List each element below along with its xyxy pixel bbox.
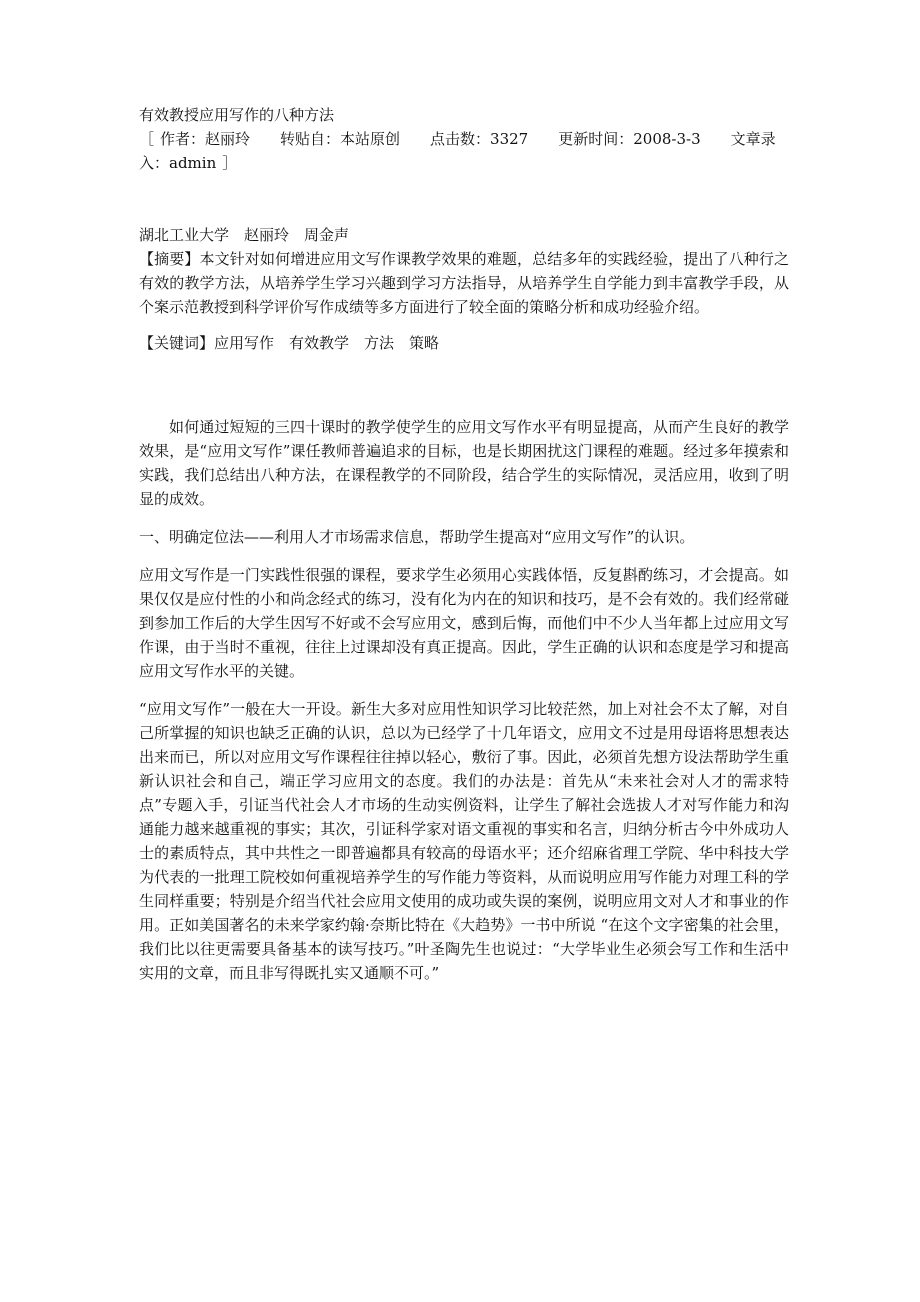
meta-author: 作者：赵丽玲: [160, 130, 251, 148]
meta-source: 转贴自：本站原创: [280, 130, 401, 148]
keywords: 【关键词】应用写作 有效教学 方法 策略: [139, 334, 440, 352]
document-page: [139, 103, 789, 985]
meta-entry: 文章录入：admin: [139, 130, 776, 172]
article-title: 有效教授应用写作的八种方法: [139, 106, 335, 124]
body-paragraph-1: 应用文写作是一门实践性很强的课程，要求学生必须用心实践体悟，反复斟酌练习，才会提高。如果仅仅是应付性的小和尚念经式的练习，没有化为内在的知识和技巧，是不会有效的。我们经常碰到参加工作后的大学生因写不好或不会写应用文，感到后悔，而他们中不少人当年都上过应用文写作课，由于当时不重视，往往上过课却没有真正提高。因此，学生正确的认识和态度是学习和提高应用文写作水平的关键。: [139, 566, 789, 680]
meta-close-bracket: ］: [222, 154, 238, 172]
section-1-heading: 一、明确定位法——利用人才市场需求信息，帮助学生提高对“应用文写作”的认识。: [139, 528, 695, 546]
meta-updated: 更新时间：2008-3-3: [558, 130, 701, 148]
abstract: 【摘要】本文针对如何增进应用文写作课教学效果的难题，总结多年的实践经验，提出了八种行之有效的教学方法，从培养学生学习兴趣到学习方法指导，从培养学生自学能力到丰富教学手段，从个案示范教授到科学评价写作成绩等多方面进行了较全面的策略分析和成功经验介绍。: [139, 250, 789, 316]
meta-clicks: 点击数：3327: [430, 130, 529, 148]
meta-open-bracket: ［: [139, 130, 155, 148]
author-affiliation: 湖北工业大学 赵丽玲 周金声: [139, 226, 350, 244]
intro-paragraph: 如何通过短短的三四十课时的教学使学生的应用文写作水平有明显提高，从而产生良好的教学效果，是“应用文写作”课任教师普遍追求的目标，也是长期困扰这门课程的难题。经过多年摸索和实践，我们总结出八种方法，在课程教学的不同阶段，结合学生的实际情况，灵活应用，收到了明显的成效。: [139, 418, 789, 508]
body-paragraph-2: “应用文写作”一般在大一开设。新生大多对应用性知识学习比较茫然，加上对社会不太了解，对自己所掌握的知识也缺乏正确的认识，总以为已经学了十几年语文，应用文不过是用母语将思想表达出来而已，所以对应用文写作课程往往掉以轻心，敷衍了事。因此，必须首先想方设法帮助学生重新认识社会和自己，端正学习应用文的态度。我们的办法是：首先从“未来社会对人才的需求特点”专题入手，引证当代社会人才市场的生动实例资料，让学生了解社会选拔人才对写作能力和沟通能力越来越重视的事实；其次，引证科学家对语文重视的事实和名言，归纳分析古今中外成功人士的素质特点，其中共性之一即普遍都具有较高的母语水平；还介绍麻省理工学院、华中科技大学为代表的一批理工院校如何重视培养学生的写作能力等资料，从而说明应用写作能力对理工科的学生同样重要；特别是介绍当代社会应用文使用的成功或失误的案例，说明应用文对人才和事业的作用。正如美国著名的未来学家约翰·奈斯比特在《大趋势》一书中所说 “在这个文字密集的社会里，我们比以往更需要具备基本的读写技巧。”叶圣陶先生也说过：“大学毕业生必须会写工作和生活中实用的文章，而且非写得既扎实又通顺不可。”: [139, 700, 789, 982]
article-meta: [139, 127, 789, 175]
